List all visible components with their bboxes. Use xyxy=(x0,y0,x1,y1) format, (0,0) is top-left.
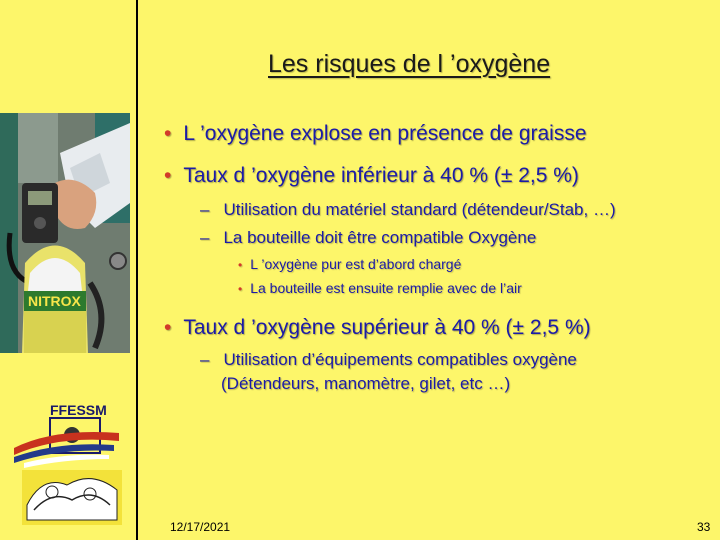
sub-sub-bullet-air-fill xyxy=(238,280,522,296)
vertical-divider xyxy=(136,0,138,540)
bullet-text: Taux d ’oxygène supérieur à 40 % (± 2,5 %) xyxy=(183,316,591,339)
bullet-marker: • xyxy=(164,164,172,187)
sub-bullet-standard-gear xyxy=(200,200,616,220)
bullet-marker: • xyxy=(164,122,172,145)
sub-bullet-text: Utilisation du matériel standard (détendeur/Stab, …) xyxy=(223,200,616,219)
sub-sub-bullet-text: La bouteille est ensuite remplie avec de l’air xyxy=(250,280,522,296)
footer-date: 12/17/2021 xyxy=(170,520,231,534)
dash-marker: – xyxy=(200,228,210,247)
sub-bullet-text: La bouteille doit être compatible Oxygène xyxy=(223,228,537,247)
cylinder-label: NITROX xyxy=(28,293,81,309)
sub-bullet-compatible-equipment-continued: (Détendeurs, manomètre, gilet, etc …) xyxy=(221,374,511,393)
logo-text: FFESSM xyxy=(50,402,107,418)
sub-bullet-text: Utilisation d’équipements compatibles oxygène xyxy=(223,350,577,369)
club-badge-image xyxy=(22,470,122,525)
sub-sub-bullet-pure-oxygen-first xyxy=(238,256,461,272)
slide-title: Les risques de l ’oxygène xyxy=(268,50,551,78)
dash-marker: – xyxy=(200,200,210,219)
sub-bullet-compatible-equipment xyxy=(200,350,577,370)
sub-bullet-cylinder-compatible xyxy=(200,228,536,248)
bullet-marker: • xyxy=(238,282,243,296)
dash-marker: – xyxy=(200,350,210,369)
bullet-high-oxygen xyxy=(164,316,591,340)
bullet-low-oxygen xyxy=(164,164,579,188)
bullet-text: Taux d ’oxygène inférieur à 40 % (± 2,5 %) xyxy=(183,164,579,187)
bullet-marker: • xyxy=(238,258,243,272)
bullet-grease xyxy=(164,122,587,146)
sub-sub-bullet-text: L ’oxygène pur est d’abord chargé xyxy=(250,256,462,272)
bullet-marker: • xyxy=(164,316,172,339)
oxygen-analyser-photo xyxy=(0,113,130,353)
bullet-text: L ’oxygène explose en présence de graisse xyxy=(183,122,587,145)
ffessm-logo xyxy=(14,393,124,468)
footer-page-number: 33 xyxy=(697,520,711,534)
